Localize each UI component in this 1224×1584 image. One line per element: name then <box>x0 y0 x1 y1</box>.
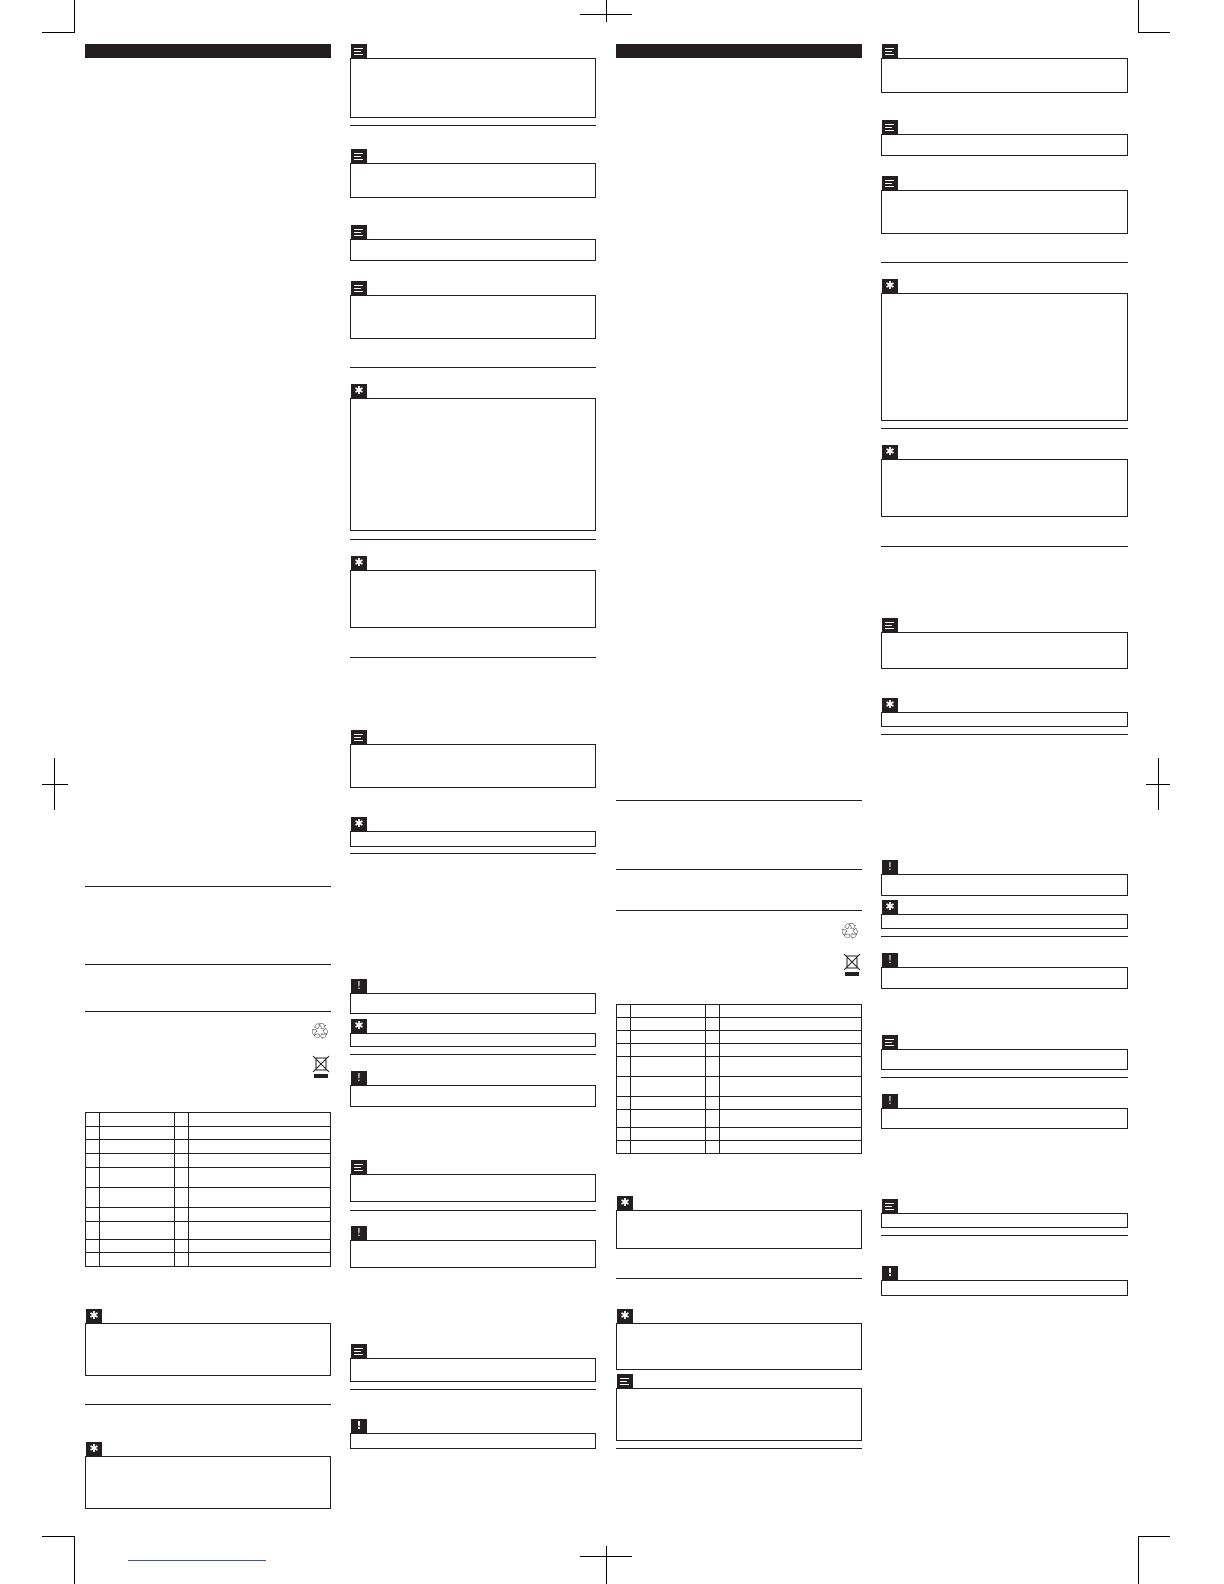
section-rule <box>881 262 1128 263</box>
warning-icon: ! <box>351 1226 367 1240</box>
tip-icon: ✱ <box>882 698 898 712</box>
warning-box <box>881 874 1128 896</box>
note-icon <box>882 44 898 58</box>
warning-box <box>881 967 1128 989</box>
note-box <box>350 239 596 261</box>
warning-icon: ! <box>882 1094 898 1108</box>
section-rule <box>616 800 862 801</box>
tip-box <box>881 712 1128 727</box>
tip-box <box>881 293 1128 421</box>
note-icon <box>351 730 367 744</box>
section-rule <box>616 1448 862 1449</box>
note-box <box>616 1388 862 1441</box>
section-rule <box>350 1054 596 1055</box>
note-box <box>881 58 1128 93</box>
note-box <box>350 744 596 788</box>
tip-box <box>350 398 596 531</box>
section-rule <box>350 1210 596 1211</box>
warning-icon: ! <box>882 953 898 967</box>
tip-box <box>350 1033 596 1047</box>
section-rule <box>881 734 1128 735</box>
caution-icon: ! <box>882 1266 898 1280</box>
crossed-bin-icon <box>843 953 861 977</box>
note-box <box>881 1213 1128 1228</box>
tip-icon: ✱ <box>86 1442 102 1456</box>
tip-icon: ✱ <box>882 445 898 459</box>
tip-icon: ✱ <box>351 817 367 831</box>
tip-box <box>881 914 1128 929</box>
note-icon <box>882 120 898 134</box>
warning-icon: ! <box>351 979 367 993</box>
section-rule <box>881 428 1128 429</box>
caution-box <box>881 1280 1128 1296</box>
spec-table <box>85 1112 331 1267</box>
section-rule <box>85 964 331 965</box>
note-box <box>881 1049 1128 1070</box>
section-rule <box>85 886 331 887</box>
tip-box <box>85 1456 331 1509</box>
warning-icon: ! <box>882 860 898 874</box>
note-box <box>350 58 596 118</box>
section-header-bar <box>616 44 862 58</box>
note-icon <box>351 281 367 295</box>
note-icon <box>617 1374 633 1388</box>
tip-icon: ✱ <box>617 1309 633 1323</box>
section-header-bar <box>85 44 331 58</box>
section-rule <box>85 1011 331 1012</box>
section-rule <box>350 367 596 368</box>
section-rule <box>85 1404 331 1405</box>
note-icon <box>882 1035 898 1049</box>
section-rule <box>350 657 596 658</box>
section-rule <box>350 539 596 540</box>
tip-box <box>85 1323 331 1376</box>
note-icon <box>351 225 367 239</box>
warning-box <box>350 1240 596 1268</box>
tip-box <box>350 570 596 628</box>
crossed-bin-icon <box>312 1055 330 1079</box>
tip-icon: ✱ <box>86 1309 102 1323</box>
warning-box <box>350 993 596 1014</box>
caution-box <box>350 1433 596 1449</box>
section-rule <box>350 853 596 854</box>
section-rule <box>350 125 596 126</box>
note-box <box>350 295 596 339</box>
tip-icon: ✱ <box>351 556 367 570</box>
warning-icon: ! <box>351 1071 367 1085</box>
tip-icon: ✱ <box>617 1196 633 1210</box>
recycle-icon: ♲ <box>310 1020 330 1045</box>
note-icon <box>882 1199 898 1213</box>
section-rule <box>881 1077 1128 1078</box>
spec-table <box>616 1004 862 1154</box>
note-box <box>881 190 1128 234</box>
section-rule <box>616 910 862 911</box>
tip-icon: ✱ <box>882 279 898 293</box>
section-rule <box>881 546 1128 547</box>
caution-icon: ! <box>351 1419 367 1433</box>
section-rule <box>350 1389 596 1390</box>
tip-box <box>350 831 596 847</box>
note-icon <box>351 1344 367 1358</box>
tip-box <box>881 459 1128 517</box>
section-rule <box>881 936 1128 937</box>
section-rule <box>881 1235 1128 1236</box>
warning-box <box>881 1108 1128 1129</box>
note-box <box>881 134 1128 156</box>
tip-icon: ✱ <box>351 1019 367 1033</box>
section-rule <box>616 869 862 870</box>
note-icon <box>351 44 367 58</box>
footer-link-underline[interactable] <box>128 1560 266 1561</box>
note-box <box>350 163 596 198</box>
note-box <box>881 632 1128 669</box>
tip-icon: ✱ <box>351 384 367 398</box>
tip-icon: ✱ <box>882 900 898 914</box>
warning-box <box>350 1085 596 1107</box>
section-rule <box>616 1278 862 1279</box>
recycle-icon: ♲ <box>840 920 860 945</box>
note-icon <box>351 149 367 163</box>
note-box <box>350 1358 596 1382</box>
note-icon <box>882 176 898 190</box>
tip-box <box>616 1323 862 1370</box>
note-icon <box>882 618 898 632</box>
tip-box <box>616 1210 862 1249</box>
note-box <box>350 1174 596 1202</box>
note-icon <box>351 1160 367 1174</box>
